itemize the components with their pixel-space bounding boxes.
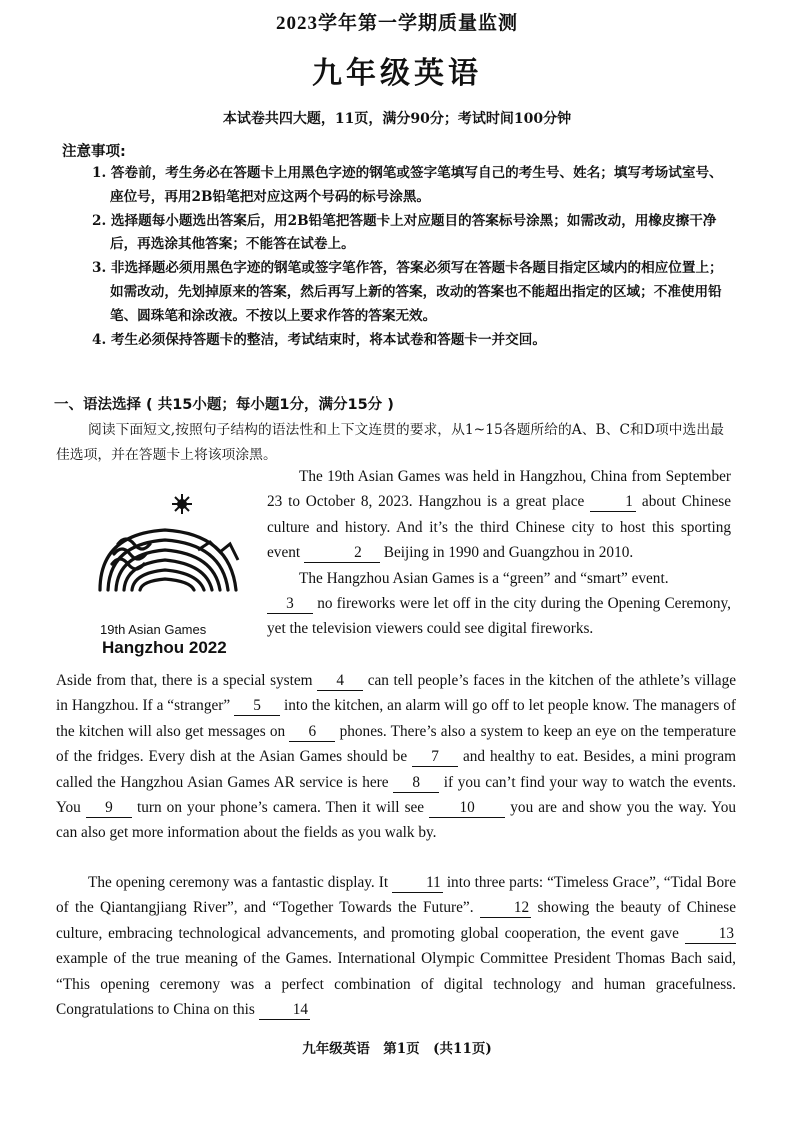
passage-text: turn on your phone’s camera. Then it will see (136, 799, 425, 817)
blank-7: 7 (412, 747, 458, 767)
passage-text: about Chinese culture and history. And it’s the third Chinese city to host this sporting event (267, 493, 731, 562)
notice-item: 3. 非选择题必须用黑色字迹的钢笔或签字笔作答，答案必须写在答题卡各题目指定区域内的相应位置上；如需改动，先划掉原来的答案，然后再写上新的答案，改动的答案也不能超出指定的区域；不准使用铅笔、圆珠笔和涂改液。不按以上要求作答的答案无效。 (92, 260, 723, 324)
exam-info: 本试卷共四大题，11页，满分90分；考试时间100分钟 (222, 111, 572, 127)
notice-list (92, 162, 732, 352)
blank-8: 8 (393, 773, 439, 793)
notice-item: 1. 答卷前，考生务必在答题卡上用黑色字迹的钢笔或签字笔填写自己的考生号、姓名；填写考场试室号、座位号，再用2B铅笔把对应这两个号码的标号涂黑。 (92, 165, 723, 205)
blank-5: 5 (234, 696, 280, 716)
blank-4: 4 (317, 671, 363, 691)
passage-paragraph-3 (56, 870, 736, 1022)
passage-text: you are and show you the way. You can also get more information about the fields as you walk by. (56, 799, 736, 842)
passage-paragraph-1 (267, 464, 731, 642)
blank-9: 9 (86, 798, 132, 818)
blank-3: 3 (267, 594, 313, 614)
blank-6: 6 (289, 722, 335, 742)
exam-period-title: 2023学年第一学期质量监测 (275, 13, 518, 34)
passage-text: phones. There’s also a system to keep an eye on the temperature of the fridges. Every dish at the Asian Games should be (56, 722, 737, 766)
blank-11: 11 (392, 873, 443, 893)
passage-text: no fireworks were let off in the city during the Opening Ceremony, yet the television viewers could see digital fireworks. (267, 595, 731, 638)
passage-text: example of the true meaning of the Games. International Olympic Committee President Thomas Bach said, “This opening ceremony was a perfect combination of digital technology and human gracefulness. Congratulations to China on this (56, 950, 736, 1019)
blank-1: 1 (590, 492, 636, 512)
blank-14: 14 (259, 1000, 310, 1020)
blank-2: 2 (304, 543, 380, 563)
logo-caption-bold: Hangzhou 2022 (102, 638, 227, 657)
logo-caption: 19th Asian Games (100, 622, 207, 637)
notice-item: 4. 考生必须保持答题卡的整洁，考试结束时，将本试卷和答题卡一并交回。 (92, 331, 546, 348)
blank-10: 10 (429, 798, 505, 818)
passage-text: The Hangzhou Asian Games is a “green” and “smart” event. (299, 569, 669, 587)
passage-text: Beijing in 1990 and Guangzhou in 2010. (383, 544, 634, 562)
passage-paragraph-2 (56, 668, 736, 846)
notice-item: 2. 选择题每小题选出答案后，用2B铅笔把答题卡上对应题目的答案标号涂黑；如需改动，用橡皮擦干净后，再选涂其他答案；不能答在试卷上。 (92, 212, 717, 253)
passage-text: The 19th Asian Games was held in Hangzhou, China from September 23 to October 8, 2023. Hangzhou is a great place (267, 468, 731, 511)
section-heading: 一、语法选择 ( 共15小题；每小题1分，满分15分 ) (54, 397, 394, 413)
blank-13: 13 (685, 924, 736, 944)
blank-12: 12 (480, 898, 531, 918)
page-footer: 九年级英语 第1页 (共11页) (302, 1041, 492, 1057)
passage-text: into the kitchen, an alarm will go off to let people know. The managers of the kitchen will also get messages on (56, 697, 736, 740)
passage-text: showing the beauty of Chinese culture, embracing technological advancements, and promoting global cooperation, the event gave (56, 899, 737, 942)
page-title: 九年级英语 (312, 56, 482, 91)
passage-text: and healthy to eat. Besides, a mini program called the Hangzhou Asian Games AR service is here (56, 748, 737, 791)
passage-text: into three parts: “Timeless Grace”, “Tidal Bore of the Qiantangjiang River”, and “Together Towards the Future”. (56, 874, 736, 917)
passage-text: if you can’t find your way to watch the events. You (56, 773, 737, 817)
passage-text: The opening ceremony was a fantastic display. It (88, 874, 389, 891)
passage-text: Aside from that, there is a special system (56, 672, 313, 689)
section-instruction: 阅读下面短文,按照句子结构的语法性和上下文连贯的要求，从1~15各题所给的A、B、C和D项中选出最佳选项，并在答题卡上将该项涂黑。 (56, 422, 724, 463)
sun-icon (172, 494, 192, 514)
notice-heading: 注意事项: (62, 144, 126, 160)
passage-text: can tell people’s faces in the kitchen of the athlete’s village in Hangzhou. If a “stranger” (56, 672, 737, 715)
